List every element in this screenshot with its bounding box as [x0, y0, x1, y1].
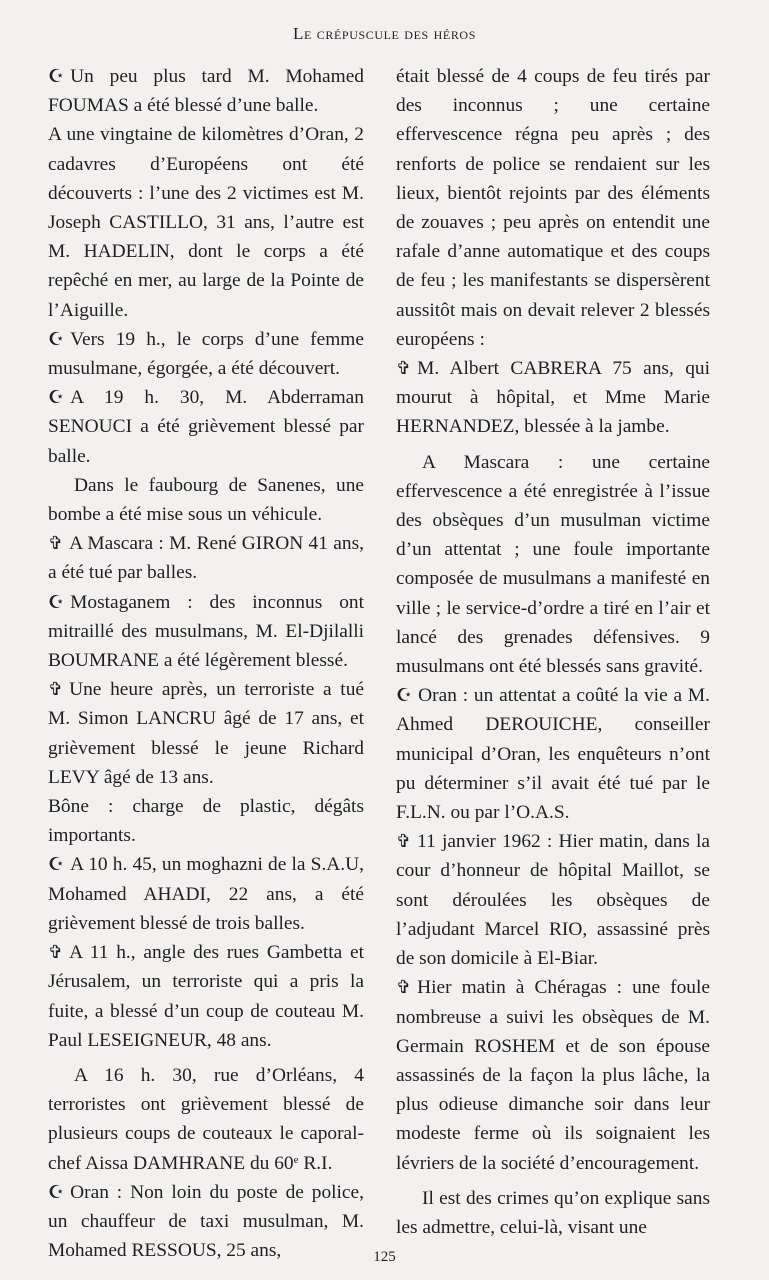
- paragraph: [48, 120, 364, 324]
- paragraph-text-tail: R.I.: [298, 1152, 333, 1174]
- paragraph: [48, 1061, 364, 1178]
- paragraph: [396, 827, 710, 973]
- crescent-icon: ☪: [48, 1181, 65, 1202]
- paragraph-text: 11 janvier 1962 : Hier matin, dans la cour d’honneur de hôpital Maillot, se sont déroulées les obsèques de l’adjudant Marcel RIO, assassiné près de son domicile à El-Biar.: [396, 831, 710, 970]
- paragraph: [396, 681, 710, 827]
- paragraph: [48, 938, 364, 1055]
- crescent-icon: ☪: [48, 328, 65, 349]
- paragraph: [396, 1184, 710, 1242]
- cross-icon: ✞: [396, 358, 412, 379]
- paragraph-text: Vers 19 h., le corps d’une femme musulmane, égorgée, a été découvert.: [48, 328, 364, 380]
- paragraph: [48, 471, 364, 529]
- paragraph: [396, 62, 710, 354]
- superscript: e: [293, 1153, 299, 1166]
- paragraph-text: Oran : Non loin du poste de police, un chauffeur de taxi musulman, M. Mohamed RESSOUS, 25 ans,: [48, 1181, 364, 1262]
- paragraph-text: A 11 h., angle des rues Gambetta et Jérusalem, un terroriste qui a pris la fuite, a blessé d’un coup de couteau M. Paul LESEIGNEUR, 48 ans.: [48, 942, 364, 1051]
- paragraph-text: Une heure après, un terroriste a tué M. Simon LANCRU âgé de 17 ans, et grièvement blessé le jeune Richard LEVY âgé de 13 ans.: [48, 679, 364, 788]
- paragraph: [48, 383, 364, 471]
- paragraph: [396, 354, 710, 442]
- paragraph: [48, 792, 364, 850]
- cross-icon: ✞: [396, 831, 412, 852]
- cross-icon: ✞: [48, 679, 64, 700]
- left-column: [48, 62, 364, 1265]
- paragraph: [396, 448, 710, 682]
- crescent-icon: ☪: [48, 66, 65, 86]
- paragraph: [48, 675, 364, 792]
- cross-icon: ✞: [48, 942, 64, 963]
- page-number: 125: [373, 1249, 396, 1265]
- paragraph: [48, 529, 364, 587]
- paragraph-text: M. Albert CABRERA 75 ans, qui mourut à hôpital, et Mme Marie HERNANDEZ, blessée à la jambe.: [396, 358, 710, 438]
- paragraph-text: Mostaganem : des inconnus ont mitraillé des musulmans, M. El-Djilalli BOUMRANE a été légèrement blessé.: [48, 591, 364, 672]
- paragraph-text: A 10 h. 45, un moghazni de la S.A.U, Mohamed AHADI, 22 ans, a été grièvement blessé de trois balles.: [48, 854, 364, 934]
- cross-icon: ✞: [48, 533, 64, 554]
- paragraph-text: A une vingtaine de kilomètres d’Oran, 2 cadavres d’Européens ont été découverts : l’une des 2 victimes est M. Joseph CASTILLO, 31 ans, l’autre est M. HADELIN, dont le corps a été repêché en mer, au large de la Pointe de l’Aiguille.: [48, 124, 364, 321]
- paragraph: [396, 973, 710, 1177]
- paragraph-text: Un peu plus tard M. Mohamed FOUMAS a été blessé d’une balle.: [48, 66, 364, 117]
- right-column: [396, 62, 710, 1242]
- paragraph: [48, 325, 364, 383]
- cross-icon: ✞: [396, 977, 412, 998]
- paragraph-text: était blessé de 4 coups de feu tirés par des inconnus ; une certaine effervescence régna peu après ; des renforts de police se rendaient sur les lieux, bientôt rejoints par des éléments de zouaves ; peu après on entendit une rafale d’anne automatique et des coups de feu ; les manifestants se dispersèrent aussitôt mais on devait relever 2 blessés européens :: [396, 66, 710, 350]
- paragraph-text: A Mascara : une certaine effervescence a été enregistrée à l’issue des obsèques d’un musulman victime d’un attentat ; une foule importante composée de musulmans a manifesté en ville ; le service-d’ordre a tiré en l’air et lancé des grenades défensives. 9 musulmans ont été blessés sans gravité.: [396, 451, 710, 678]
- paragraph-text: Oran : un attentat a coûté la vie a M. Ahmed DEROUICHE, conseiller municipal d’Oran, les enquêteurs n’ont pu déterminer s’il avait été tué par le F.L.N. ou par l’O.A.S.: [396, 685, 710, 824]
- crescent-icon: ☪: [48, 854, 65, 875]
- paragraph: [48, 588, 364, 676]
- paragraph-text: A 16 h. 30, rue d’Orléans, 4 terroristes ont grièvement blessé de plusieurs coups de couteaux le caporal-chef Aissa DAMHRANE du 60: [48, 1064, 364, 1174]
- paragraph: [48, 62, 364, 120]
- running-header: Le crépuscule des héros: [293, 24, 476, 43]
- crescent-icon: ☪: [48, 387, 65, 408]
- paragraph: [48, 850, 364, 938]
- paragraph-text: Dans le faubourg de Sanenes, une bombe a été mise sous un véhicule.: [48, 474, 364, 526]
- paragraph-text: Bône : charge de plastic, dégâts importants.: [48, 796, 364, 847]
- paragraph-text: A Mascara : M. René GIRON 41 ans, a été tué par balles.: [48, 533, 364, 584]
- paragraph-text: Hier matin à Chéragas : une foule nombreuse a suivi les obsèques de M. Germain ROSHEM et de son épouse assassinés de la façon la plus lâche, la plus odieuse dimanche soir dans leur modeste ferme où ils soignaient les lévriers de la société d’encouragement.: [396, 977, 710, 1174]
- crescent-icon: ☪: [48, 591, 65, 612]
- paragraph-text: A 19 h. 30, M. Abderraman SENOUCI a été grièvement blessé par balle.: [48, 387, 364, 467]
- crescent-icon: ☪: [396, 685, 413, 706]
- paragraph-text: Il est des crimes qu’on explique sans les admettre, celui-là, visant une: [396, 1187, 710, 1238]
